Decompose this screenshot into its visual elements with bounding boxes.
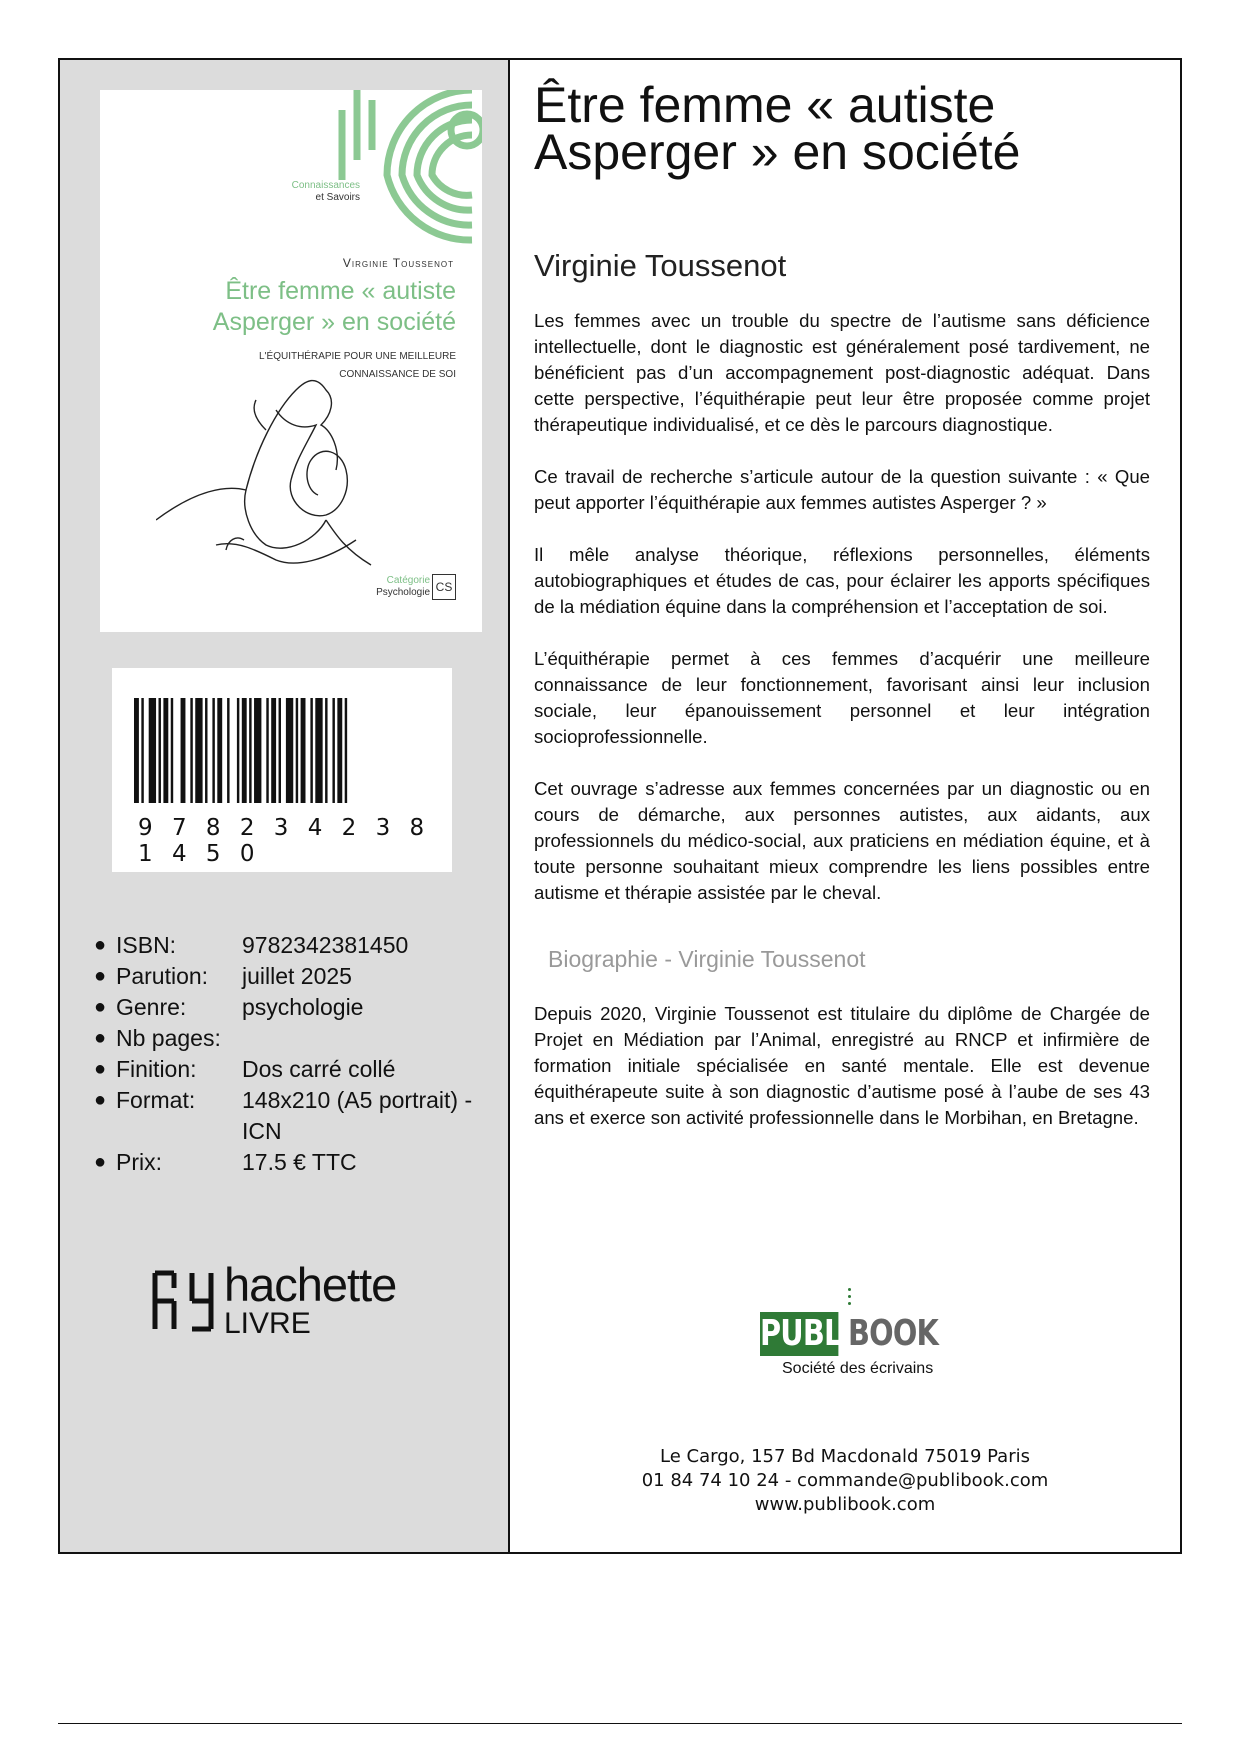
cover-title: Être femme « autiste Asperger » en société	[212, 277, 456, 336]
cover-subtitle-line-2: CONNAISSANCE DE SOI	[339, 369, 456, 380]
detail-row-pages	[94, 1023, 504, 1054]
publisher-address: Le Cargo, 157 Bd Macdonald 75019 Paris	[660, 1446, 1030, 1467]
left-panel	[60, 60, 510, 1552]
product-sheet	[58, 58, 1182, 1554]
category-value: Psychologie	[376, 587, 430, 598]
detail-row-isbn	[94, 930, 504, 961]
cover-category	[376, 575, 430, 599]
bullet-icon: ●	[94, 1058, 107, 1080]
detail-row-parution	[94, 961, 504, 992]
biography-text: Depuis 2020, Virginie Toussenot est titulaire du diplôme de Chargée de Projet en Médiation par l’Animal, enregistré au RNCP et infirmière de formation initiale spécialisée en santé mentale. Elle est devenue équithérapeute suite à son diagnostic d’autisme posé à l’aube de ses 43 ans et exerce son activité professionnelle dans le Morbihan, en Bretagne.	[534, 1003, 1150, 1128]
hachette-sub: LIVRE	[224, 1307, 311, 1340]
detail-key: Parution:	[116, 963, 209, 989]
bullet-icon: ●	[94, 965, 107, 987]
detail-row-genre	[94, 992, 504, 1023]
publibook-tagline: Société des écrivains	[782, 1360, 934, 1377]
detail-key: Nb pages:	[116, 1025, 221, 1051]
hachette-word: hachette	[224, 1258, 397, 1311]
collection-label	[250, 180, 360, 204]
book-cover	[100, 90, 482, 632]
category-code-badge: CS	[432, 574, 456, 600]
barcode-bars-icon	[134, 698, 424, 808]
bullet-icon: ●	[94, 1027, 107, 1049]
description-paragraph: Ce travail de recherche s’articule autour de la question suivante : « Que peut apporter l’équithérapie aux femmes autistes Asperger ? »	[534, 466, 1150, 513]
right-panel	[510, 60, 1180, 1552]
detail-row-prix	[94, 1147, 504, 1178]
bullet-icon: ●	[94, 934, 107, 956]
description-paragraph: Les femmes avec un trouble du spectre de l’autisme sans déficience intellectuelle, dont le diagnostic est généralement posé tardivement, ne bénéficient pas d’un accompagnement post-diagnostic adéquat. Dans cette perspective, l’équithérapie peut leur être proposée comme projet thérapeutique individualisé, et ce dès le parcours diagnostique.	[534, 310, 1150, 435]
cover-subtitle-line-1: L'ÉQUITHÉRAPIE POUR UNE MEILLEURE	[259, 351, 456, 362]
collection-line-2: et Savoirs	[315, 192, 360, 203]
publisher-phone-email[interactable]: 01 84 74 10 24 - commande@publibook.com	[641, 1470, 1049, 1491]
cover-author: Virginie Toussenot	[342, 256, 454, 270]
dots-icon	[848, 1288, 854, 1309]
barcode	[112, 668, 452, 872]
description-paragraph: Cet ouvrage s’adresse aux femmes concernées par un diagnostic ou en cours de démarche, aux personnes autistes, aux aidants, aux professionnels du médico-social, aux praticiens en médiation équine, et à toute personne souhaitant mieux comprendre les liens possibles entre autisme et thérapie assistée par le cheval.	[534, 778, 1150, 903]
detail-key: Finition:	[116, 1056, 197, 1082]
bullet-icon: ●	[94, 1151, 107, 1173]
publisher-website[interactable]: www.publibook.com	[754, 1494, 936, 1515]
maze-logo-icon	[312, 90, 482, 245]
hachette-mark-icon	[152, 1270, 214, 1332]
book-title-line-1: Être femme « autiste	[534, 77, 996, 133]
biography-heading: Biographie - Virginie Toussenot	[548, 946, 866, 972]
detail-row-finition	[94, 1054, 504, 1085]
detail-value: 17.5 € TTC	[242, 1149, 357, 1175]
publibook-logo-right: BOOK	[848, 1313, 939, 1354]
bullet-icon: ●	[94, 996, 107, 1018]
book-title-line-2: Asperger » en société	[534, 124, 1021, 180]
detail-key: Genre:	[116, 994, 187, 1020]
horse-woman-illustration-icon	[156, 370, 396, 570]
book-title	[534, 77, 1150, 180]
collection-line-1: Connaissances	[291, 180, 360, 191]
bullet-icon: ●	[94, 1089, 107, 1111]
details-list	[94, 930, 504, 1178]
detail-key: Prix:	[116, 1149, 162, 1175]
detail-row-format	[94, 1085, 504, 1147]
detail-value: Dos carré collé	[242, 1056, 396, 1082]
detail-value: juillet 2025	[242, 963, 352, 989]
detail-key: Format:	[116, 1087, 196, 1113]
footer-divider	[58, 1723, 1182, 1724]
description-paragraph: Il mêle analyse théorique, réflexions personnelles, éléments autobiographiques et études de cas, pour éclairer les apports spécifiques de la médiation équine dans la compréhension et l’acceptation de soi.	[534, 544, 1150, 617]
detail-value: psychologie	[242, 994, 364, 1020]
category-label: Catégorie	[386, 575, 430, 586]
detail-value: 9782342381450	[242, 932, 409, 958]
detail-key: ISBN:	[116, 932, 177, 958]
description-paragraph: L’équithérapie permet à ces femmes d’acquérir une meilleure connaissance de leur fonctionnement, favorisant ainsi leur inclusion sociale, leur épanouissement personnel et leur intégration socioprofessionnelle.	[534, 648, 1150, 747]
barcode-digits: 9 7 8 2 3 4 2 3 8 1 4 5 0	[138, 815, 431, 867]
detail-value	[242, 1023, 504, 1054]
book-author: Virginie Toussenot	[534, 248, 787, 283]
publisher-contact	[510, 1445, 1180, 1517]
publibook-logo-left: PUBLI	[760, 1313, 852, 1354]
detail-value: 148x210 (A5 portrait) - ICN	[242, 1087, 473, 1144]
